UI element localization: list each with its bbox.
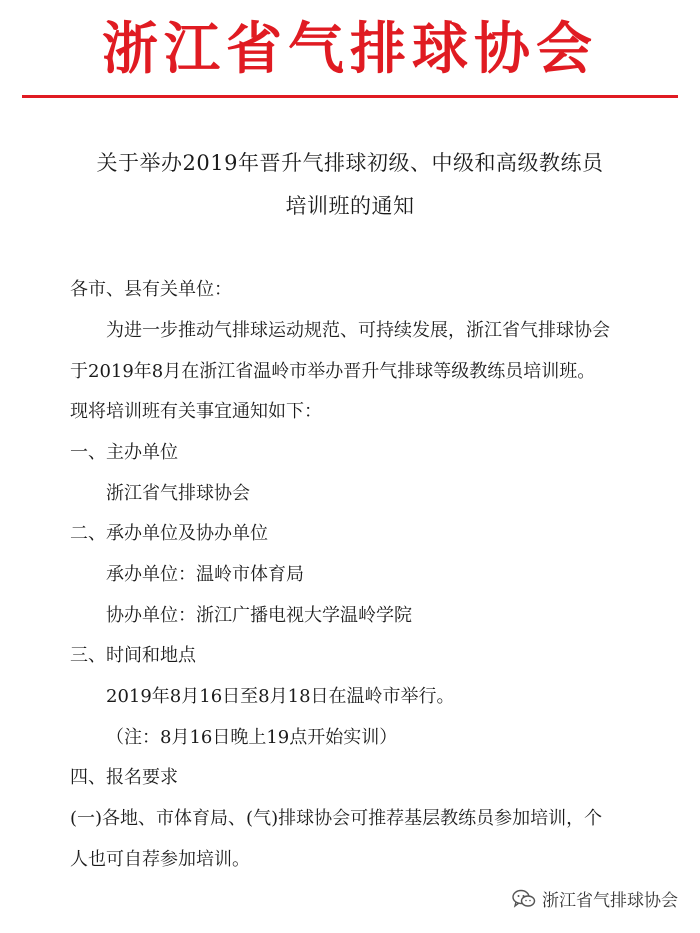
notice-title-line-2: 培训班的通知	[285, 194, 415, 218]
section-heading-organizers: 二、承办单位及协办单位	[70, 523, 268, 544]
section-line-undertaker: 承办单位：温岭市体育局	[106, 564, 304, 585]
watermark-label: 浙江省气排球协会	[542, 891, 678, 911]
notice-title-line-1: 关于举办2019年晋升气排球初级、中级和高级教练员	[96, 151, 604, 175]
salutation: 各市、县有关单位：	[70, 279, 232, 300]
wechat-watermark	[512, 886, 678, 911]
intro-paragraph-line-2: 于2019年8月在浙江省温岭市举办晋升气排球等级教练员培训班。	[70, 361, 596, 382]
intro-paragraph-line-1: 为进一步推动气排球运动规范、可持续发展，浙江省气排球协会	[106, 320, 610, 341]
section-heading-registration: 四、报名要求	[70, 767, 178, 788]
section-line-host-org: 浙江省气排球协会	[106, 483, 250, 504]
section-heading-time-place: 三、时间和地点	[70, 645, 196, 666]
wechat-icon	[512, 889, 536, 909]
intro-paragraph-line-3: 现将培训班有关事宜通知如下：	[70, 401, 322, 422]
section-line-note: （注：8月16日晚上19点开始实训）	[106, 727, 398, 748]
section-line-registration-2: 人也可自荐参加培训。	[70, 849, 250, 870]
section-line-registration-1: (一)各地、市体育局、(气)排球协会可推荐基层教练员参加培训，个	[70, 808, 603, 829]
letterhead-org-name: 浙江省气排球协会	[102, 17, 598, 82]
letterhead-divider	[22, 95, 678, 98]
section-heading-host: 一、主办单位	[70, 442, 178, 463]
section-line-co-organizer: 协办单位：浙江广播电视大学温岭学院	[106, 605, 412, 626]
section-line-dates: 2019年8月16日至8月18日在温岭市举行。	[106, 686, 455, 707]
